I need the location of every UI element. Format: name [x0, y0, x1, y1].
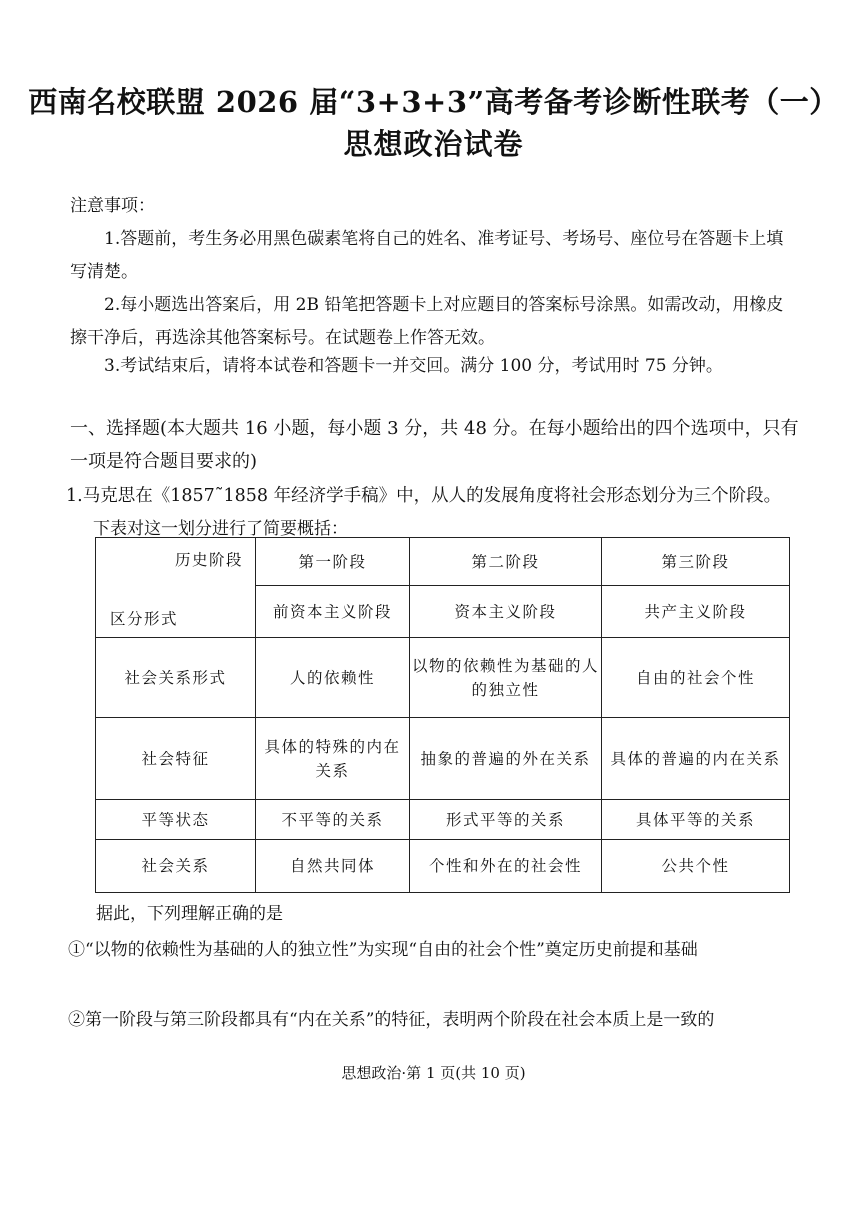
- subheader-stage-1: 前资本主义阶段: [256, 586, 410, 638]
- note-item-3: 3.考试结束后，请将本试卷和答题卡一并交回。满分 100 分，考试用时 75 分钟。: [104, 356, 723, 376]
- table-cell: 抽象的普遍的外在关系: [410, 718, 602, 800]
- page-footer: 思想政治·第 1 页(共 10 页): [341, 1064, 526, 1082]
- table-cell: 人的依赖性: [256, 638, 410, 718]
- table-cell: 具体的普遍的内在关系: [602, 718, 790, 800]
- header-stage-1: 第一阶段: [256, 538, 410, 586]
- corner-label-form: 区分形式: [110, 610, 179, 628]
- subheader-stage-3: 共产主义阶段: [602, 586, 790, 638]
- table-cell: 自由的社会个性: [602, 638, 790, 718]
- question-1-stem: 1.马克思在《1857˜1858 年经济学手稿》中，从人的发展角度将社会形态划分为三个阶段。: [66, 486, 782, 506]
- question-1-option-2: ②第一阶段与第三阶段都具有“内在关系”的特征，表明两个阶段在社会本质上是一致的: [68, 1010, 715, 1030]
- notes-heading: 注意事项：: [70, 196, 155, 216]
- row-label: 社会特征: [96, 718, 256, 800]
- exam-subject-title: 思想政治试卷: [343, 127, 524, 161]
- subheader-stage-2: 资本主义阶段: [410, 586, 602, 638]
- header-stage-2: 第二阶段: [410, 538, 602, 586]
- row-label: 社会关系: [96, 840, 256, 893]
- question-1-stem-continued: 下表对这一划分进行了简要概括：: [93, 519, 348, 539]
- table-row: [96, 718, 790, 800]
- table-cell: 具体平等的关系: [602, 800, 790, 840]
- table-cell: 具体的特殊的内在关系: [256, 718, 410, 800]
- exam-title: 西南名校联盟 2026 届“3+3+3”高考备考诊断性联考（一）: [28, 85, 839, 119]
- table-row: [96, 800, 790, 840]
- header-stage-3: 第三阶段: [602, 538, 790, 586]
- note-item-2: 2.每小题选出答案后，用 2B 铅笔把答题卡上对应题目的答案标号涂黑。如需改动，用橡皮擦干净后，再选涂其他答案标号。在试题卷上作答无效。: [70, 295, 784, 348]
- row-label: 平等状态: [96, 800, 256, 840]
- note-item-1: 1.答题前，考生务必用黑色碳素笔将自己的姓名、准考证号、考场号、座位号在答题卡上填写清楚。: [70, 229, 784, 282]
- table-cell: 公共个性: [602, 840, 790, 893]
- table-cell: 自然共同体: [256, 840, 410, 893]
- question-1-prompt: 据此，下列理解正确的是: [96, 904, 283, 924]
- row-label: 社会关系形式: [96, 638, 256, 718]
- social-stages-table: [95, 537, 790, 893]
- table-cell: 个性和外在的社会性: [410, 840, 602, 893]
- table-cell: 以物的依赖性为基础的人的独立性: [410, 638, 602, 718]
- corner-label-stage: 历史阶段: [174, 551, 243, 569]
- table-corner-cell: [96, 538, 256, 638]
- table-cell: 形式平等的关系: [410, 800, 602, 840]
- question-1-option-1: ①“以物的依赖性为基础的人的独立性”为实现“自由的社会个性”奠定历史前提和基础: [68, 940, 698, 960]
- table-header-row: [96, 538, 790, 586]
- section-heading: 一、选择题(本大题共 16 小题，每小题 3 分，共 48 分。在每小题给出的四个选项中，只有一项是符合题目要求的): [70, 418, 799, 472]
- table-row: [96, 840, 790, 893]
- table-cell: 不平等的关系: [256, 800, 410, 840]
- table-row: [96, 638, 790, 718]
